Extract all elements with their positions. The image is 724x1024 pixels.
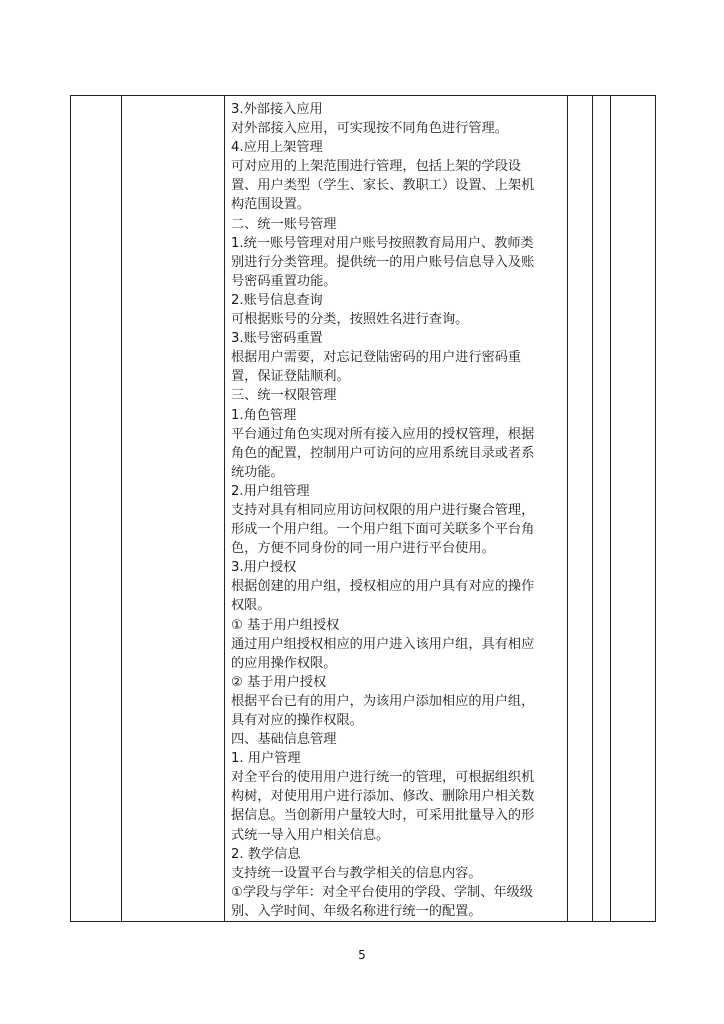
text-line: 形成一个用户组。一个用户组下面可关联多个平台角 [231,522,535,538]
text-line: 色，方便不同身份的同一用户进行平台使用。 [231,541,495,557]
text-line: 四、基础信息管理 [231,732,337,748]
text-line: 支持对具有相同应用访问权限的用户进行聚合管理， [231,502,535,518]
text-line: 据信息。当创新用户量较大时，可采用批量导入的形 [231,808,535,824]
text-line: 根据平台已有的用户，为该用户添加相应的用户组， [231,693,535,709]
text-line: 具有对应的操作权限。 [231,713,363,728]
text-line: 统功能。 [231,464,284,480]
text-line: 支持统一设置平台与教学相关的信息内容。 [231,865,482,881]
table-cell-item [122,96,225,922]
text-line: 别、入学时间、年级名称进行统一的配置。 [231,903,482,919]
text-line: 1. 用户管理 [231,751,301,767]
text-line: 3.用户授权 [231,560,297,576]
text-line: ② 基于用户授权 [231,674,327,690]
text-line: 二、统一账号管理 [231,216,337,232]
text-line: 号密码重置功能。 [231,273,337,289]
text-line: 根据用户需要，对忘记登陆密码的用户进行密码重 [231,350,522,366]
text-line: 根据创建的用户组，授权相应的用户具有对应的操作 [231,579,535,595]
text-line: 通过用户组授权相应的用户进入该用户组，具有相应 [231,636,535,652]
text-line: 可对应用的上架范围进行管理，包括上架的学段设 [231,159,522,175]
text-line: 2.账号信息查询 [231,292,323,308]
text-line: 2. 教学信息 [231,846,301,862]
text-line: 构范围设置。 [231,197,311,213]
text-line: 置，保证登陆顺利。 [231,369,350,385]
text-line: 别进行分类管理。提供统一的用户账号信息导入及账 [231,254,535,270]
page-number: 5 [358,948,366,962]
text-line: 置、用户类型（学生、家长、教职工）设置、上架机 [231,178,535,194]
text-line: 对全平台的使用用户进行统一的管理，可根据组织机 [231,770,535,786]
text-line: 角色的配置，控制用户可访问的应用系统目录或者系 [231,445,535,461]
text-line: 平台通过角色实现对所有接入应用的授权管理，根据 [231,426,535,442]
table-cell-description [225,96,568,922]
text-line: 构树，对使用用户进行添加、修改、删除用户相关数 [231,789,535,805]
text-line: 4.应用上架管理 [231,140,323,156]
text-line: 3.账号密码重置 [231,331,323,347]
text-line: 1.角色管理 [231,407,297,423]
text-line: 三、统一权限管理 [231,388,337,404]
text-line: 可根据账号的分类，按照姓名进行查询。 [231,312,469,328]
table-row [71,96,656,922]
text-line: 的应用操作权限。 [231,655,337,671]
text-line: 权限。 [231,598,271,614]
description-text [225,96,567,921]
table-cell-extra-2 [593,96,611,922]
table-cell-index [71,96,122,922]
table-cell-extra-1 [568,96,593,922]
text-line: 1.统一账号管理对用户账号按照教育局用户、教师类 [231,235,534,251]
text-line: 2.用户组管理 [231,483,310,499]
text-line: ① 基于用户组授权 [231,617,340,633]
text-line: 3.外部接入应用 [231,102,323,117]
text-line: 式统一导入用户相关信息。 [231,827,390,843]
text-line: ①学段与学年：对全平台使用的学段、学制、年级级 [231,884,533,900]
requirements-table [70,95,656,922]
table-cell-extra-3 [611,96,656,922]
text-line: 对外部接入应用，可实现按不同角色进行管理。 [231,121,508,137]
